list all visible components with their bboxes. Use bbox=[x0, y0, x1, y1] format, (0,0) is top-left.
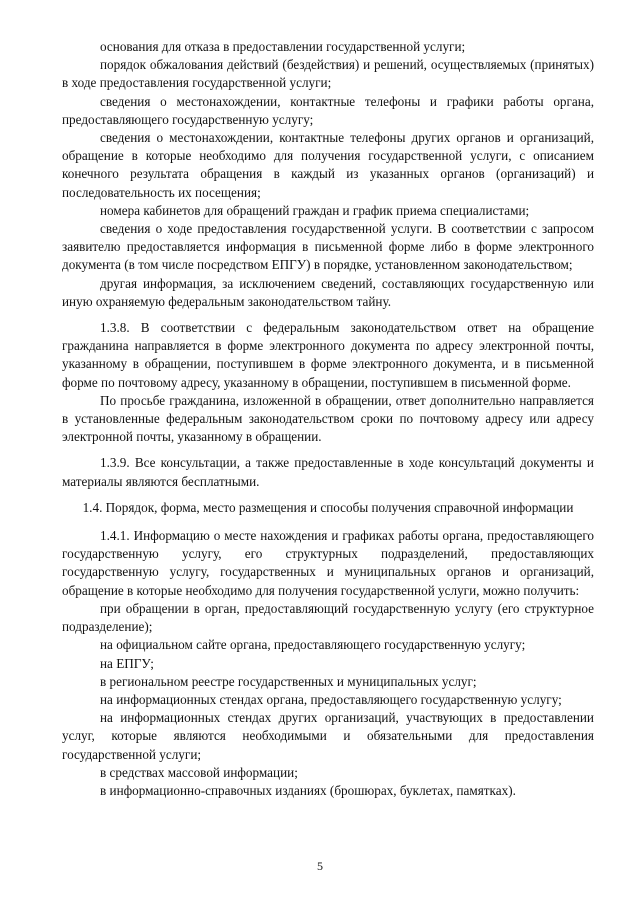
paragraph-refusal-grounds: основания для отказа в предоставлении государственной услуги; bbox=[100, 39, 466, 54]
paragraph-other-organs: сведения о местонахождении, контактные телефоны других органов и организаций, обращение в которые необходимо для получения государственной услуги, с описанием конечного результата обращения в каждый из указанных органов (организаций) и последовательность их посещения; bbox=[62, 130, 594, 200]
list-item: на ЕПГУ; bbox=[100, 655, 154, 671]
list-item: в информационно-справочных изданиях (брошюрах, буклетах, памятках). bbox=[100, 782, 516, 798]
paragraph-1-4-1: 1.4.1. Информацию о месте нахождения и графиках работы органа, предоставляющего государственную услугу, его структурных подразделений, предоставляющих государственную услугу, государственных и муниципальных органов и организаций, обращение в которые необходимо для получения государственной услуги, можно получить: bbox=[62, 528, 594, 598]
page-number: 5 bbox=[317, 859, 323, 873]
paragraph-office-numbers: номера кабинетов для обращений граждан и график приема специалистами; bbox=[100, 202, 530, 218]
list-item: на информационных стендах органа, предоставляющего государственную услугу; bbox=[100, 691, 562, 707]
paragraph-citizen-request: По просьбе гражданина, изложенной в обращении, ответ дополнительно направляется в установленные федеральным законодательством сроки по почтовому адресу или адресу электронной почты, указанному в обращении. bbox=[62, 392, 594, 445]
list-item: на официальном сайте органа, предоставляющего государственную услугу; bbox=[100, 637, 526, 653]
document-page bbox=[62, 38, 594, 800]
list-item: в региональном реестре государственных и муниципальных услуг; bbox=[100, 673, 477, 689]
paragraph-appeal-procedure: порядок обжалования действий (бездействия) и решений, осуществляемых (принятых) в ходе предоставления государственной услуги; bbox=[62, 57, 594, 91]
list-item: на информационных стендах других организаций, участвующих в предоставлении услуг, которые являются необходимыми и обязательными для предоставления государственной услуги; bbox=[62, 710, 594, 762]
paragraph-other-information: другая информация, за исключением сведений, составляющих государственную или иную охраняемую федеральным законодательством тайну. bbox=[62, 275, 594, 309]
list-item: при обращении в орган, предоставляющий государственную услугу (его структурное подразделение); bbox=[62, 600, 594, 635]
list-item: в средствах массовой информации; bbox=[100, 764, 298, 780]
paragraph-1-3-8: 1.3.8. В соответствии с федеральным законодательством ответ на обращение гражданина направляется в форме электронного документа по адресу электронной почты, указанному в обращении, поступившем в форме электронного документа, и в письменной форме по почтовому адресу, указанному в обращении, поступившем в письменной форме. bbox=[62, 320, 594, 390]
paragraph-service-progress: сведения о ходе предоставления государственной услуги. В соответствии с запросом заявителю предоставляется информация в письменной форме либо в форме электронного документа (в том числе посредством ЕПГУ) в порядке, установленном законодательством; bbox=[62, 221, 594, 273]
paragraph-location-contacts: сведения о местонахождении, контактные телефоны и графики работы органа, предоставляющего государственную услугу; bbox=[62, 93, 594, 127]
paragraph-1-3-9: 1.3.9. Все консультации, а также предоставленные в ходе консультаций документы и материалы являются бесплатными. bbox=[62, 455, 594, 489]
section-heading-1-4: 1.4. Порядок, форма, место размещения и способы получения справочной информации bbox=[82, 499, 574, 515]
